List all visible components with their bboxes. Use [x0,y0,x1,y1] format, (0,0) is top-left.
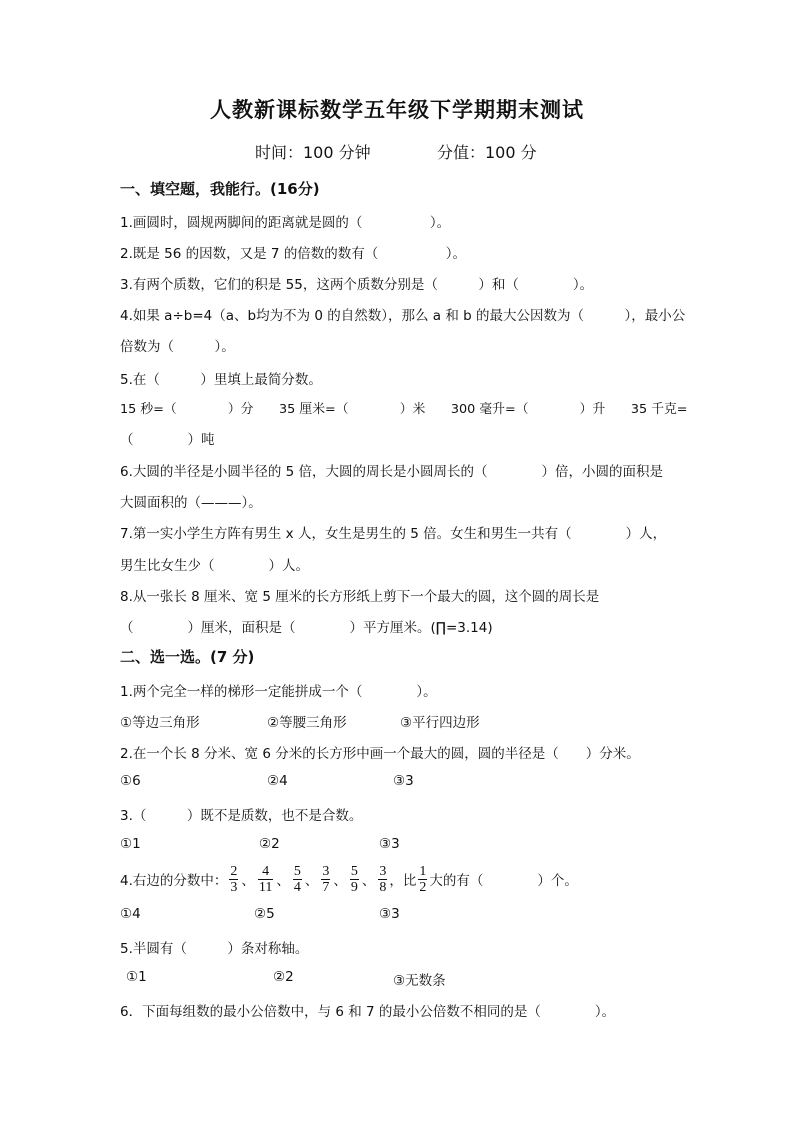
question-line: （ ）吨 [120,432,215,448]
option: ②等腰三角形 [267,715,347,731]
fraction-half [418,864,427,895]
question-line: 3.（ ）既不是质数，也不是合数。 [120,808,363,824]
fraction [293,864,302,895]
question-line: 倍数为（ ）。 [120,339,235,355]
option: ①6 [120,773,141,789]
question-line: （ ）厘米，面积是（ ）平方厘米。(∏=3.14) [120,620,493,636]
question-line: 7.第一实小学生方阵有男生 x 人，女生是男生的 5 倍。女生和男生一共有（ ）人， [120,526,667,542]
fraction [258,864,273,895]
fraction-denominator: 3 [230,879,238,895]
section-1-heading: 一、填空题，我能行。(16分) [120,180,320,198]
question-line: 4.如果 a÷b=4（a、b均为不为 0 的自然数），那么 a 和 b 的最大公因数为（ ），最小公 [120,308,686,324]
option: ②4 [267,773,288,789]
separator: 、 [361,873,376,889]
fraction-denominator: 9 [350,879,358,895]
fraction-numerator: 4 [258,864,273,880]
separator: 、 [241,873,255,889]
question-line: 5.在（ ）里填上最简分数。 [120,372,322,388]
question-line: 2.既是 56 的因数，又是 7 的倍数的数有（ ）。 [120,246,467,262]
option: ③3 [393,773,414,789]
option: ②2 [259,836,280,852]
separator: 、 [304,873,319,889]
page-title: 人教新课标数学五年级下学期期末测试 [210,97,584,122]
question-line: 8.从一张长 8 厘米、宽 5 厘米的长方形纸上剪下一个最大的圆，这个圆的周长是 [120,589,600,605]
option: ③3 [379,836,400,852]
question-line: 2.在一个长 8 分米、宽 6 分米的长方形中画一个最大的圆，圆的半径是（ ）分米。 [120,746,640,762]
question-4-suffix: 大的有（ ）个。 [429,873,578,889]
option: ①1 [126,969,147,985]
fraction-numerator: 5 [350,863,358,879]
fraction-denominator: 8 [379,879,387,895]
question-line: 1.画圆时，圆规两脚间的距离就是圆的（ ）。 [120,215,451,231]
separator: 、 [276,873,290,889]
time-label: 时间：100 分钟 [255,143,371,162]
question-line: 男生比女生少（ ）人。 [120,558,309,574]
option: ③无数条 [393,973,446,989]
question-line: 6．下面每组数的最小公倍数中，与 6 和 7 的最小公倍数不相同的是（ ）。 [120,1004,616,1020]
option: ③3 [379,906,400,922]
option: ②5 [254,906,275,922]
fraction-numerator: 1 [419,863,427,879]
question-line: 3.有两个质数，它们的积是 55，这两个质数分别是（ ）和（ ）。 [120,277,594,293]
option: ①4 [120,906,141,922]
question-4-mid: ，比 [389,873,417,889]
fraction-denominator: 4 [293,879,301,895]
fraction-numerator: 2 [230,863,238,879]
question-4-prefix: 4.右边的分数中： [120,873,228,889]
question-line: 6.大圆的半径是小圆半径的 5 倍，大圆的周长是小圆周长的（ ）倍，小圆的面积是 [120,464,664,480]
option: ①1 [120,836,141,852]
option: ③平行四边形 [400,715,480,731]
fraction-numerator: 3 [379,863,387,879]
fraction [350,864,359,895]
question-4-line [120,857,578,901]
fraction-denominator: 7 [322,879,330,895]
option: ②2 [273,969,294,985]
question-line: 大圆面积的（———）。 [120,495,262,511]
fraction-denominator: 2 [419,879,427,895]
question-line: 5.半圆有（ ）条对称轴。 [120,941,309,957]
question-line: 1.两个完全一样的梯形一定能拼成一个（ ）。 [120,684,437,700]
fraction [378,864,387,895]
separator: 、 [333,873,347,889]
fraction-numerator: 5 [293,863,301,879]
fraction [229,864,238,895]
score-label: 分值：100 分 [437,143,537,162]
question-line: 15 秒=（ ）分 35 厘米=（ ）米 300 毫升=（ ）升 35 千克= [120,402,688,417]
fraction-numerator: 3 [322,863,330,879]
option: ①等边三角形 [120,715,200,731]
section-2-heading: 二、选一选。(7 分) [120,648,255,666]
fraction-denominator: 11 [258,879,273,895]
fraction [321,864,330,895]
